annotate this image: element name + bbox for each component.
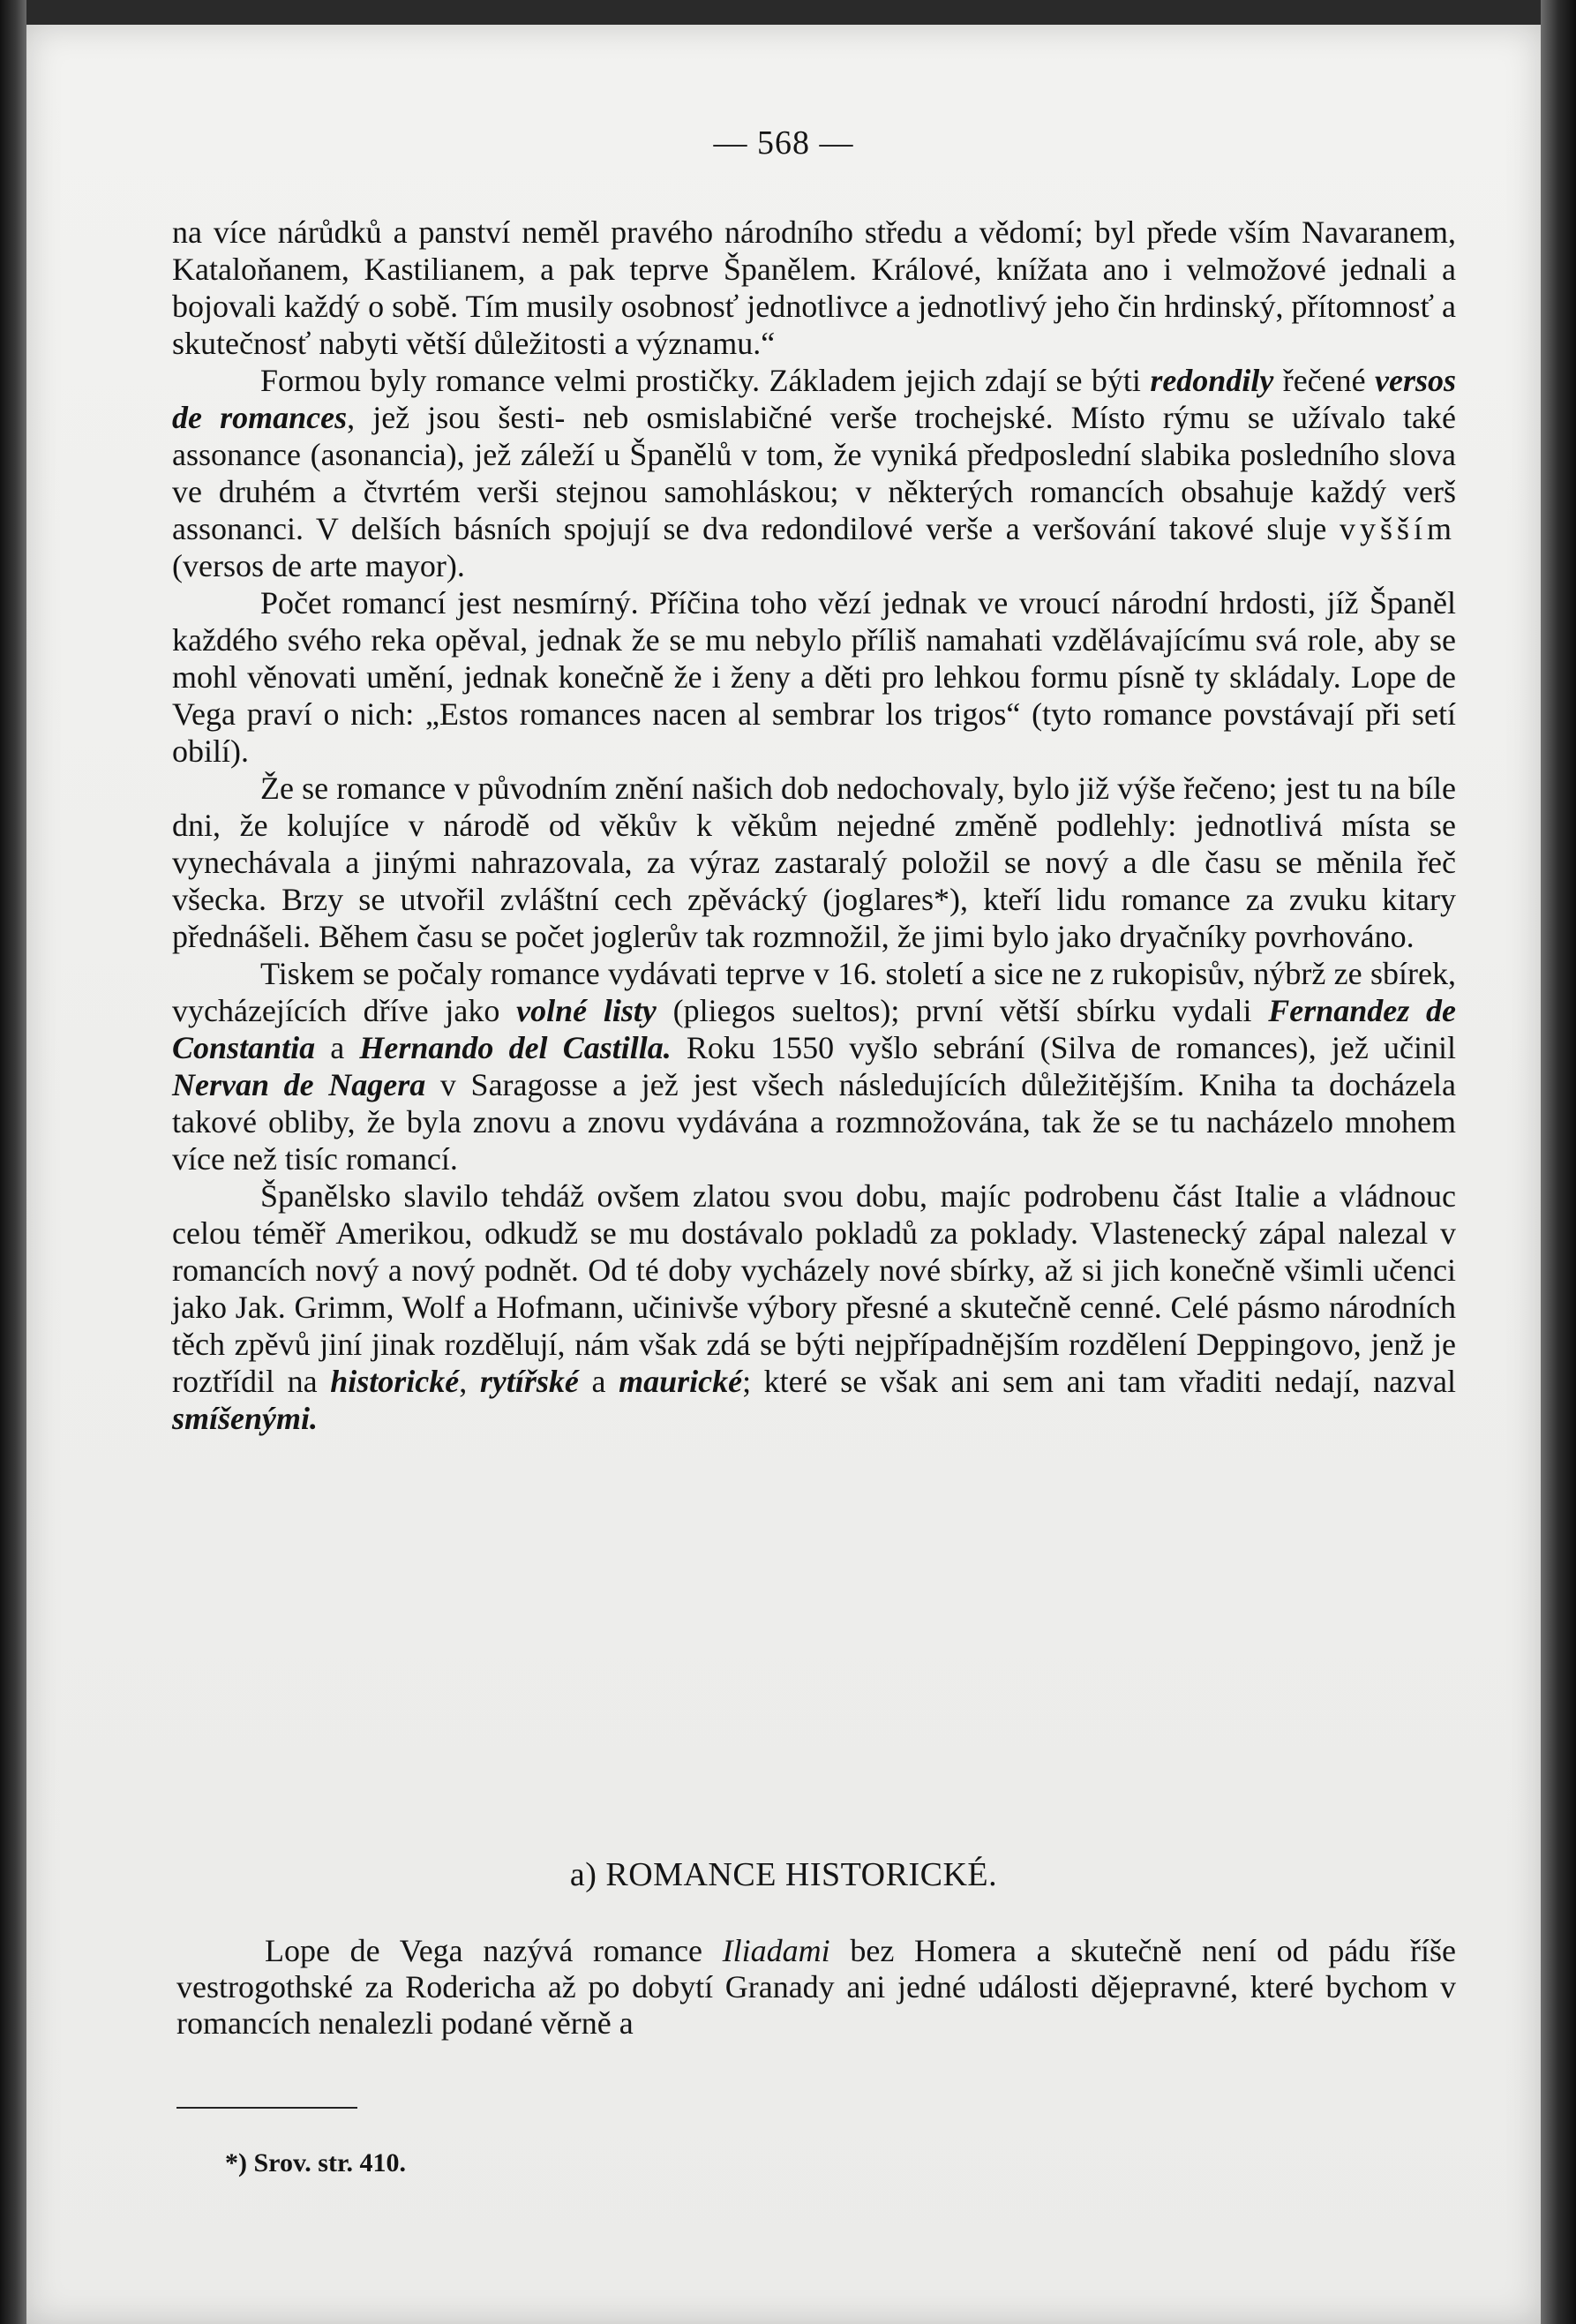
text-run: , jež jsou šesti- neb osmislabičné verše trochejské. Místo rýmu se užívalo také assonance (asonancia), jež záleží u Španělů v tom, že vyniká předposlední slabika posledního slova ve druhém a čtvrtém verši stejnou samohláskou; v některých romancích obsahuje každý verš assonanci. V delších básních spojují se dva redondilové verše a veršování takové sluje — [172, 400, 1457, 546]
paragraph — [172, 770, 1456, 955]
emphasis-text: Hernando del Castilla. — [359, 1030, 672, 1065]
text-run: (pliegos sueltos); první větší sbírku vydali — [656, 993, 1269, 1028]
scan-border-left — [0, 0, 26, 2324]
final-text — [176, 1933, 1456, 2042]
text-run: Formou byly romance velmi prostičky. Základem jejich zdají se býti — [260, 363, 1151, 398]
text-run: v Saragosse a jež jest všech následujících důležitějším. Kniha ta docházela takové obliby, že byla znovu a znovu vydávána a rozmnožována, tak že se tu nacházelo mnohem více než tisíc romancí. — [172, 1067, 1456, 1177]
paragraph — [172, 1177, 1456, 1437]
text-run: Tiskem se počaly romance vydávati teprve v 16. století a sice ne z rukopisův, nýbrž ze sbírek, vycházejících dříve jako — [172, 956, 1456, 1028]
paragraph — [176, 1933, 1456, 2042]
emphasis-text: rytířské — [479, 1364, 579, 1399]
paragraph — [172, 584, 1456, 770]
text-run: řečené — [1273, 363, 1375, 398]
section-heading: a) ROMANCE HISTORICKÉ. — [569, 1856, 998, 1893]
emphasis-text: Nervan de Nagera — [172, 1067, 426, 1102]
footnote: *) Srov. str. 410. — [225, 2148, 407, 2177]
text-run: (versos de arte mayor). — [172, 548, 465, 583]
text-run: Španělsko slavilo tehdáž ovšem zlatou svou dobu, majíc podrobenu část Italie a vládnouc celou téměř Amerikou, odkudž se mu dostávalo pokladů za poklady. Vlastenecký zápal nalezal v romancích nový a nový podnět. Od té doby vycházely nové sbírky, až si jich konečně všimli učenci jako Jak. Grimm, Wolf a Hofmann, učinivše výbory přesné a skutečně cenné. Celé pásmo národních těch zpěvů jiní jinak rozdělují, nám však zdá se býti nejpřípadnějším rozdělení Deppingovo, jenž je roztřídil na — [172, 1178, 1456, 1399]
emphasis-text: versos de romances — [172, 363, 1456, 435]
text-run: a — [315, 1030, 360, 1065]
text-run: Roku 1550 vyšlo sebrání (Silva de romances), jež učinil — [671, 1030, 1456, 1065]
emphasis-text: smíšenými. — [172, 1401, 319, 1436]
paragraph — [172, 955, 1456, 1177]
emphasis-text: maurické — [619, 1364, 743, 1399]
text-run: ; které se však ani sem ani tam vřaditi nedají, nazval — [742, 1364, 1457, 1399]
scan-border-right — [1541, 0, 1576, 2324]
text-run: na více nárůdků a panství neměl pravého národního středu a vědomí; byl přede vším Navaranem, Kataloňanem, Kastilianem, a pak teprve Španělem. Králové, knížata ano i velmožové jednali a bojovali každý o sobě. Tím musily osobnosť jednotlivce a jednotlivý jeho čin hrdinský, přítomnosť a skutečnosť nabyti větší důležitosti a významu.“ — [172, 214, 1456, 361]
text-run: a — [578, 1364, 619, 1399]
text-run: Počet romancí jest nesmírný. Příčina toho vězí jednak ve vroucí národní hrdosti, jíž Španěl každého svého reka opěval, jednak že se mu nebylo příliš namahati vzdělávajícímu svá role, aby se mohl věnovati umění, jednak konečně že i ženy a děti pro lehkou formu písně ty skládaly. Lope de Vega praví o nich: „Estos romances nacen al sembrar los trigos“ (tyto romance povstávají při setí obilí). — [172, 585, 1456, 769]
spaced-text: vyšším — [1339, 511, 1456, 546]
emphasis-text: volné listy — [516, 993, 657, 1028]
emphasis-text: Fernandez de Constantia — [172, 993, 1456, 1065]
emphasis-text: Iliadami — [722, 1933, 830, 1968]
emphasis-text: redondily — [1150, 363, 1274, 398]
paragraph — [172, 362, 1456, 584]
text-run: Že se romance v původním znění našich dob nedochovaly, bylo již výše řečeno; jest tu na bíle dni, že kolujíce v národě od věkův k věkům nejedné změně podlehly: jednotlivá místa se vynechávala a jinými nahrazovala, za výraz zastaralý položil se nový a dle času se měnila řeč všecka. Brzy se utvořil zvláštní cech zpěvácký (joglares*), kteří lidu romance za zvuku kitary přednášeli. Během času se počet joglerův tak rozmnožil, že jimi bylo jako dryačníky povrhováno. — [172, 771, 1456, 954]
page-number: — 568 — — [713, 124, 854, 162]
text-run: , — [459, 1364, 480, 1399]
paragraph — [172, 214, 1456, 362]
emphasis-text: historické — [330, 1364, 460, 1399]
body-text — [172, 214, 1456, 1437]
text-run: Lope de Vega nazývá romance — [265, 1933, 723, 1968]
footnote-divider — [176, 2107, 357, 2109]
text-run: bez Homera a skutečně není od pádu říše vestrogothské za Rodericha až po dobytí Granady ani jedné události dějepravné, které bychom v romancích nenalezli podané věrně a — [176, 1933, 1457, 2041]
page — [26, 25, 1541, 2324]
